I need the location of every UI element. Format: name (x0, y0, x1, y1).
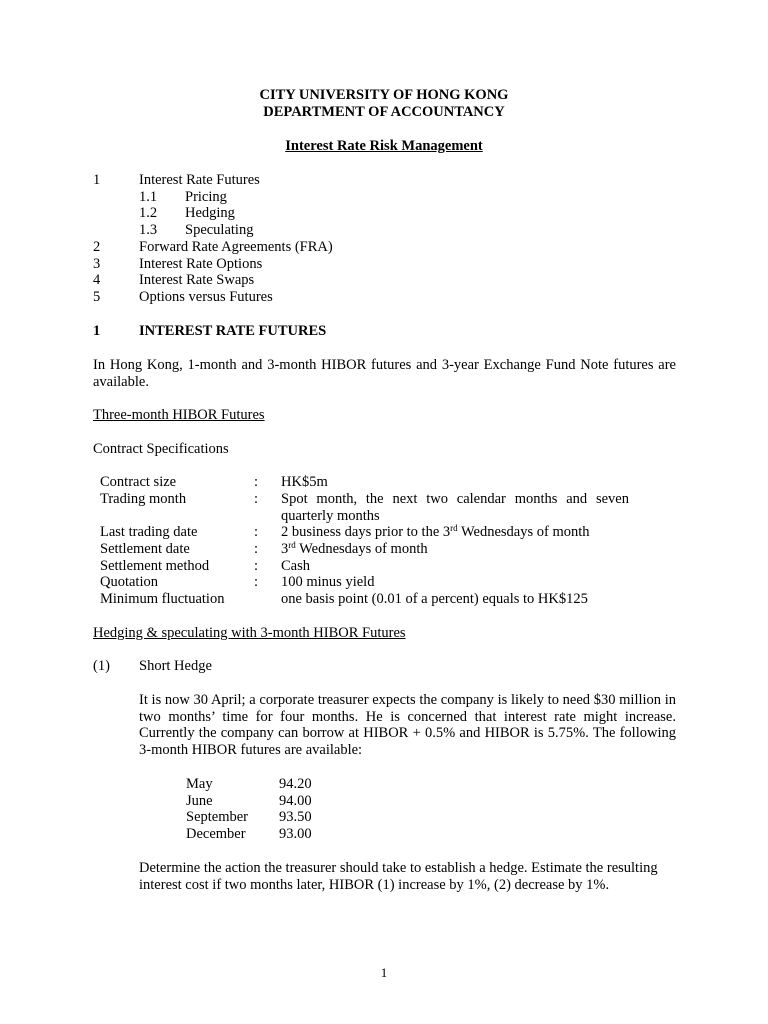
toc-num: 1.3 (139, 222, 158, 238)
subsection-heading-text: Three-month HIBOR Futures (93, 407, 265, 423)
toc-num: 5 (93, 289, 101, 305)
toc-label: Forward Rate Agreements (FRA) (139, 239, 333, 255)
spec-colon: : (254, 491, 259, 507)
toc-label: Interest Rate Futures (139, 172, 260, 188)
toc-num: 3 (93, 256, 101, 272)
futures-price: 94.00 (279, 793, 312, 809)
spec-label: Settlement date (100, 541, 190, 557)
spec-value: Spot month, the next two calendar months and seven quarterly months (281, 491, 629, 524)
toc-num: 4 (93, 272, 101, 288)
toc-label: Interest Rate Options (139, 256, 263, 272)
spec-value: 100 minus yield (281, 574, 375, 590)
toc-num: 1.2 (139, 205, 158, 221)
spec-label: Minimum fluctuation (100, 591, 225, 607)
spec-colon: : (254, 574, 259, 590)
toc-num: 1 (93, 172, 101, 188)
spec-value (281, 524, 629, 541)
spec-label: Trading month (100, 491, 187, 507)
spec-value: Cash (281, 558, 310, 574)
spec-value-text: Wednesdays of month (457, 524, 590, 540)
page-number: 1 (380, 965, 388, 980)
spec-label: Quotation (100, 574, 158, 590)
spec-value: HK$5m (281, 474, 328, 490)
spec-colon: : (254, 524, 259, 540)
toc-label: Speculating (185, 222, 254, 238)
spec-label: Last trading date (100, 524, 198, 540)
list-item-title: Short Hedge (139, 658, 212, 674)
futures-price: 93.50 (279, 809, 312, 825)
subsection-heading (93, 407, 265, 424)
university-name: CITY UNIVERSITY OF HONG KONG (259, 87, 509, 103)
scenario-paragraph: It is now 30 April; a corporate treasurer expects the company is likely to need $30 million in two months’ time for four months. He is concerned that interest rate might increase. Currently the company can borrow at HIBOR + 0.5% and HIBOR is 5.75%. The following 3-month HIBOR futures are available: (139, 692, 676, 759)
futures-price: 93.00 (279, 826, 312, 842)
spec-value: one basis point (0.01 of a percent) equals to HK$125 (281, 591, 588, 607)
spec-title: Contract Specifications (93, 441, 229, 457)
hedging-heading (93, 625, 406, 642)
list-item-number: (1) (93, 658, 110, 674)
spec-label: Contract size (100, 474, 177, 490)
document-title-text: Interest Rate Risk Management (285, 138, 483, 154)
spec-value (281, 541, 629, 558)
section-number: 1 (93, 323, 101, 339)
spec-colon: : (254, 474, 259, 490)
section-title: INTEREST RATE FUTURES (139, 323, 327, 339)
document-title (0, 138, 768, 155)
spec-value-text: 2 business days prior to the 3 (281, 524, 451, 540)
intro-paragraph: In Hong Kong, 1-month and 3-month HIBOR futures and 3-year Exchange Fund Note futures are available. (93, 357, 676, 390)
futures-month: September (186, 809, 249, 825)
toc-num: 2 (93, 239, 101, 255)
futures-price: 94.20 (279, 776, 312, 792)
spec-value-text: 3 (281, 541, 289, 557)
spec-colon: : (254, 541, 259, 557)
question-paragraph: Determine the action the treasurer should take to establish a hedge. Estimate the resulting interest cost if two months later, HIBOR (1) increase by 1%, (2) decrease by 1%. (139, 860, 658, 893)
futures-month: May (186, 776, 213, 792)
toc-num: 1.1 (139, 189, 158, 205)
department-name: DEPARTMENT OF ACCOUNTANCY (263, 104, 505, 120)
hedging-heading-text: Hedging & speculating with 3-month HIBOR Futures (93, 625, 406, 641)
futures-month: December (186, 826, 246, 842)
toc-label: Interest Rate Swaps (139, 272, 255, 288)
ordinal-suffix: rd (450, 523, 458, 533)
toc-label: Hedging (185, 205, 235, 221)
toc-label: Options versus Futures (139, 289, 273, 305)
ordinal-suffix: rd (288, 540, 296, 550)
futures-month: June (186, 793, 213, 809)
spec-label: Settlement method (100, 558, 210, 574)
toc-label: Pricing (185, 189, 227, 205)
spec-value-text: Wednesdays of month (295, 541, 428, 557)
spec-colon: : (254, 558, 259, 574)
